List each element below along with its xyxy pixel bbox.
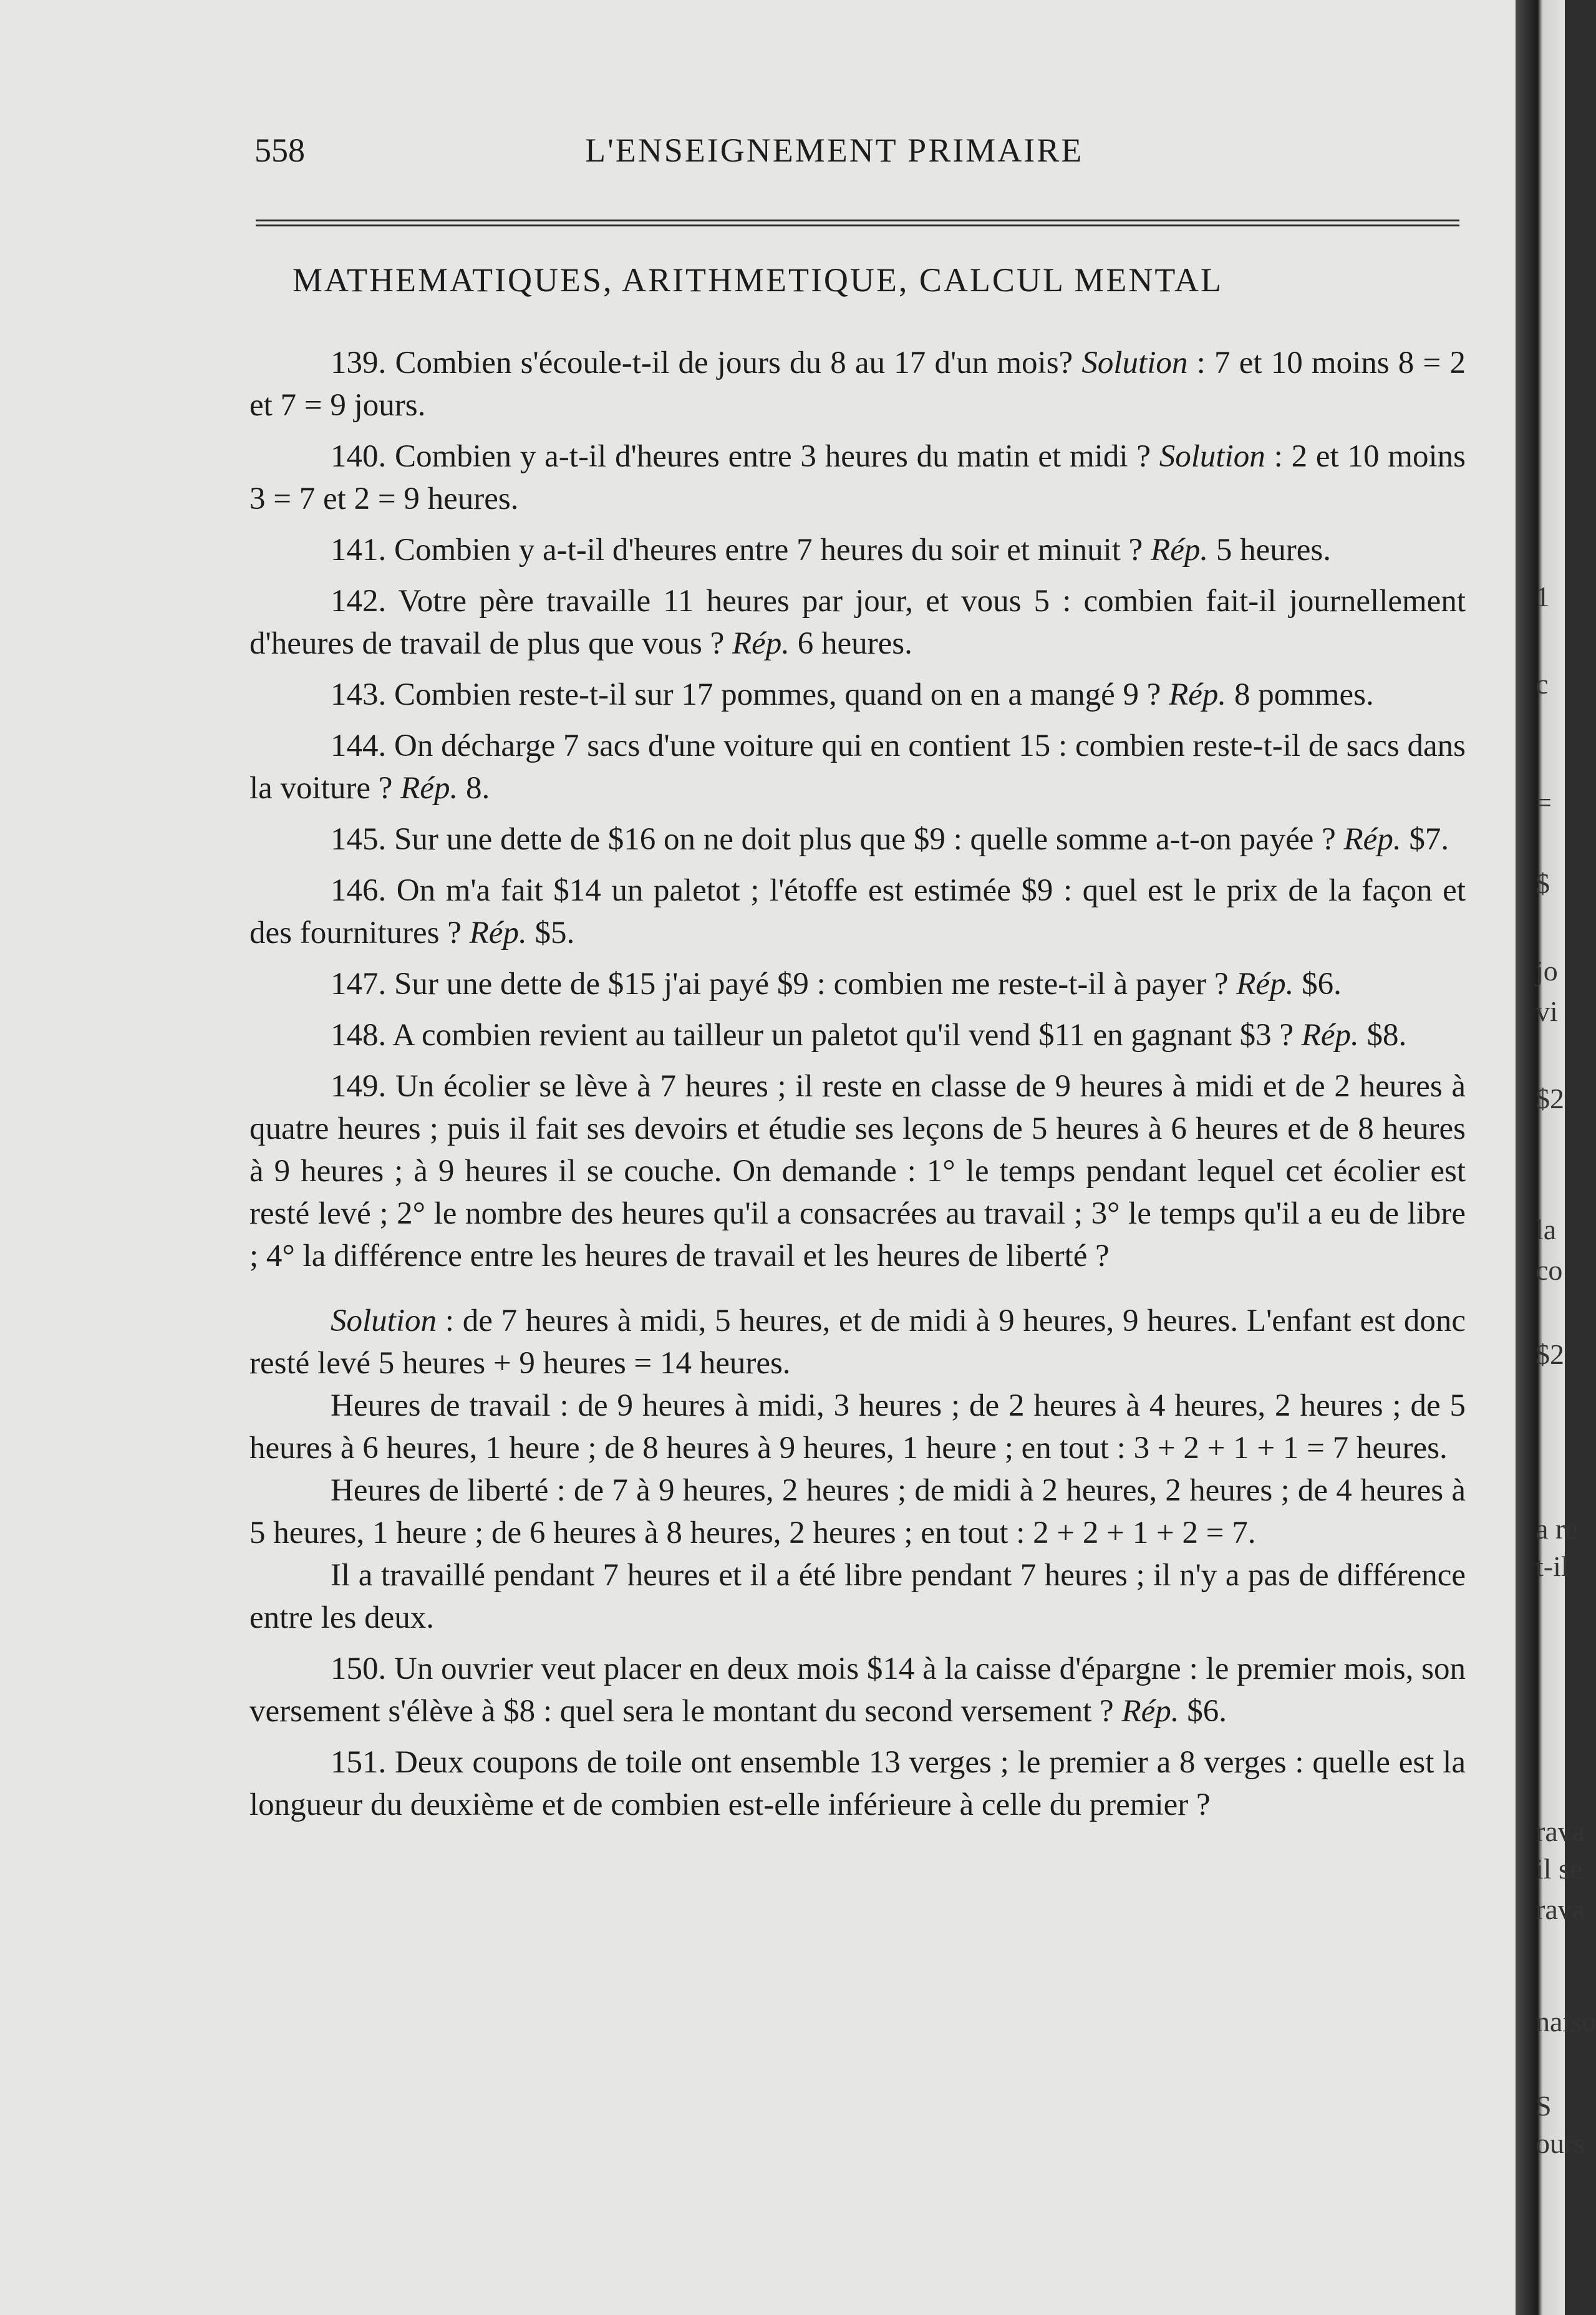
solution-free-hours: Heures de liberté : de 7 à 9 heures, 2 heures ; de midi à 2 heures, 2 heures ; de 4 heures à 5 heures, 1 heure ; de 6 heures à 8 heures, 2 heures ; en tout : 2 + 2 + 1 + 2 = 7.	[249, 1473, 1466, 1550]
problem-144: 144. On décharge 7 sacs d'une voiture qui en contient 15 : combien reste-t-il de sacs dans la voiture ? Rép. 8.	[249, 728, 1466, 806]
section-title: MATHEMATIQUES, ARITHMETIQUE, CALCUL MENTAL	[292, 261, 1224, 299]
body-text	[249, 342, 1466, 1826]
problem-140: 140. Combien y a-t-il d'heures entre 3 heures du matin et midi ? Solution : 2 et 10 moins 3 = 7 et 2 = 9 heures.	[249, 439, 1466, 516]
problem-145: 145. Sur une dette de $16 on ne doit plus que $9 : quelle somme a-t-on payée ? Rép. $7.	[331, 822, 1449, 857]
problem-139: 139. Combien s'écoule-t-il de jours du 8 au 17 d'un mois? Solution : 7 et 10 moins 8 = 2 et 7 = 9 jours.	[249, 346, 1466, 423]
problem-142: 142. Votre père travaille 11 heures par jour, et vous 5 : combien fait-il journellement d'heures de travail de plus que vous ? Rép. 6 heures.	[249, 584, 1466, 661]
problem-149: 149. Un écolier se lève à 7 heures ; il reste en classe de 9 heures à midi et de 2 heures à quatre heures ; puis il fait ses devoirs et étudie ses leçons de 5 heures à 6 heures et de 8 heures à 9 heures ; à 9 heures il se couche. On demande : 1° le temps pendant lequel cet écolier est resté levé ; 2° le nombre des heures qu'il a consacrées au travail ; 3° le temps qu'il a eu de libre ; 4° la différence entre les heures de travail et les heures de liberté ?	[249, 1069, 1466, 1273]
solution-149: Solution : de 7 heures à midi, 5 heures, et de midi à 9 heures, 9 heures. L'enfant est donc resté levé 5 heures + 9 heures = 14 heures.	[249, 1303, 1466, 1381]
facing-page-fragments: 1 c = $ jo vi $2 la co $2 a re t-il rava il se rava naiso S ours	[1536, 581, 1596, 2159]
solution-work-hours: Heures de travail : de 9 heures à midi, 3 heures ; de 2 heures à 4 heures, 2 heures ; de 5 heures à 6 heures, 1 heure ; de 8 heures à 9 heures, 1 heure ; en tout : 3 + 2 + 1 + 1 = 7 heures.	[249, 1388, 1466, 1466]
problem-148: 148. A combien revient au tailleur un paletot qu'il vend $11 en gagnant $3 ? Rép. $8.	[331, 1018, 1407, 1053]
problem-151: 151. Deux coupons de toile ont ensemble 13 verges ; le premier a 8 verges : quelle est la longueur du deuxième et de combien est-elle inférieure à celle du premier ?	[249, 1745, 1466, 1822]
problem-143: 143. Combien reste-t-il sur 17 pommes, quand on en a mangé 9 ? Rép. 8 pommes.	[331, 677, 1374, 712]
problem-146: 146. On m'a fait $14 un paletot ; l'étoffe est estimée $9 : quel est le prix de la façon et des fournitures ? Rép. $5.	[249, 873, 1466, 950]
problem-147: 147. Sur une dette de $15 j'ai payé $9 : combien me reste-t-il à payer ? Rép. $6.	[331, 967, 1342, 1002]
header-rule-top	[256, 220, 1459, 221]
page-number: 558	[254, 132, 305, 169]
problem-141: 141. Combien y a-t-il d'heures entre 7 heures du soir et minuit ? Rép. 5 heures.	[331, 533, 1331, 568]
page-header	[254, 131, 1458, 175]
header-rule-bottom	[256, 225, 1459, 226]
solution-conclusion: Il a travaillé pendant 7 heures et il a été libre pendant 7 heures ; il n'y a pas de différence entre les deux.	[249, 1558, 1466, 1635]
running-head: L'ENSEIGNEMENT PRIMAIRE	[585, 132, 1084, 169]
problem-150: 150. Un ouvrier veut placer en deux mois $14 à la caisse d'épargne : le premier mois, son versement s'élève à $8 : quel sera le montant du second versement ? Rép. $6.	[249, 1651, 1466, 1729]
